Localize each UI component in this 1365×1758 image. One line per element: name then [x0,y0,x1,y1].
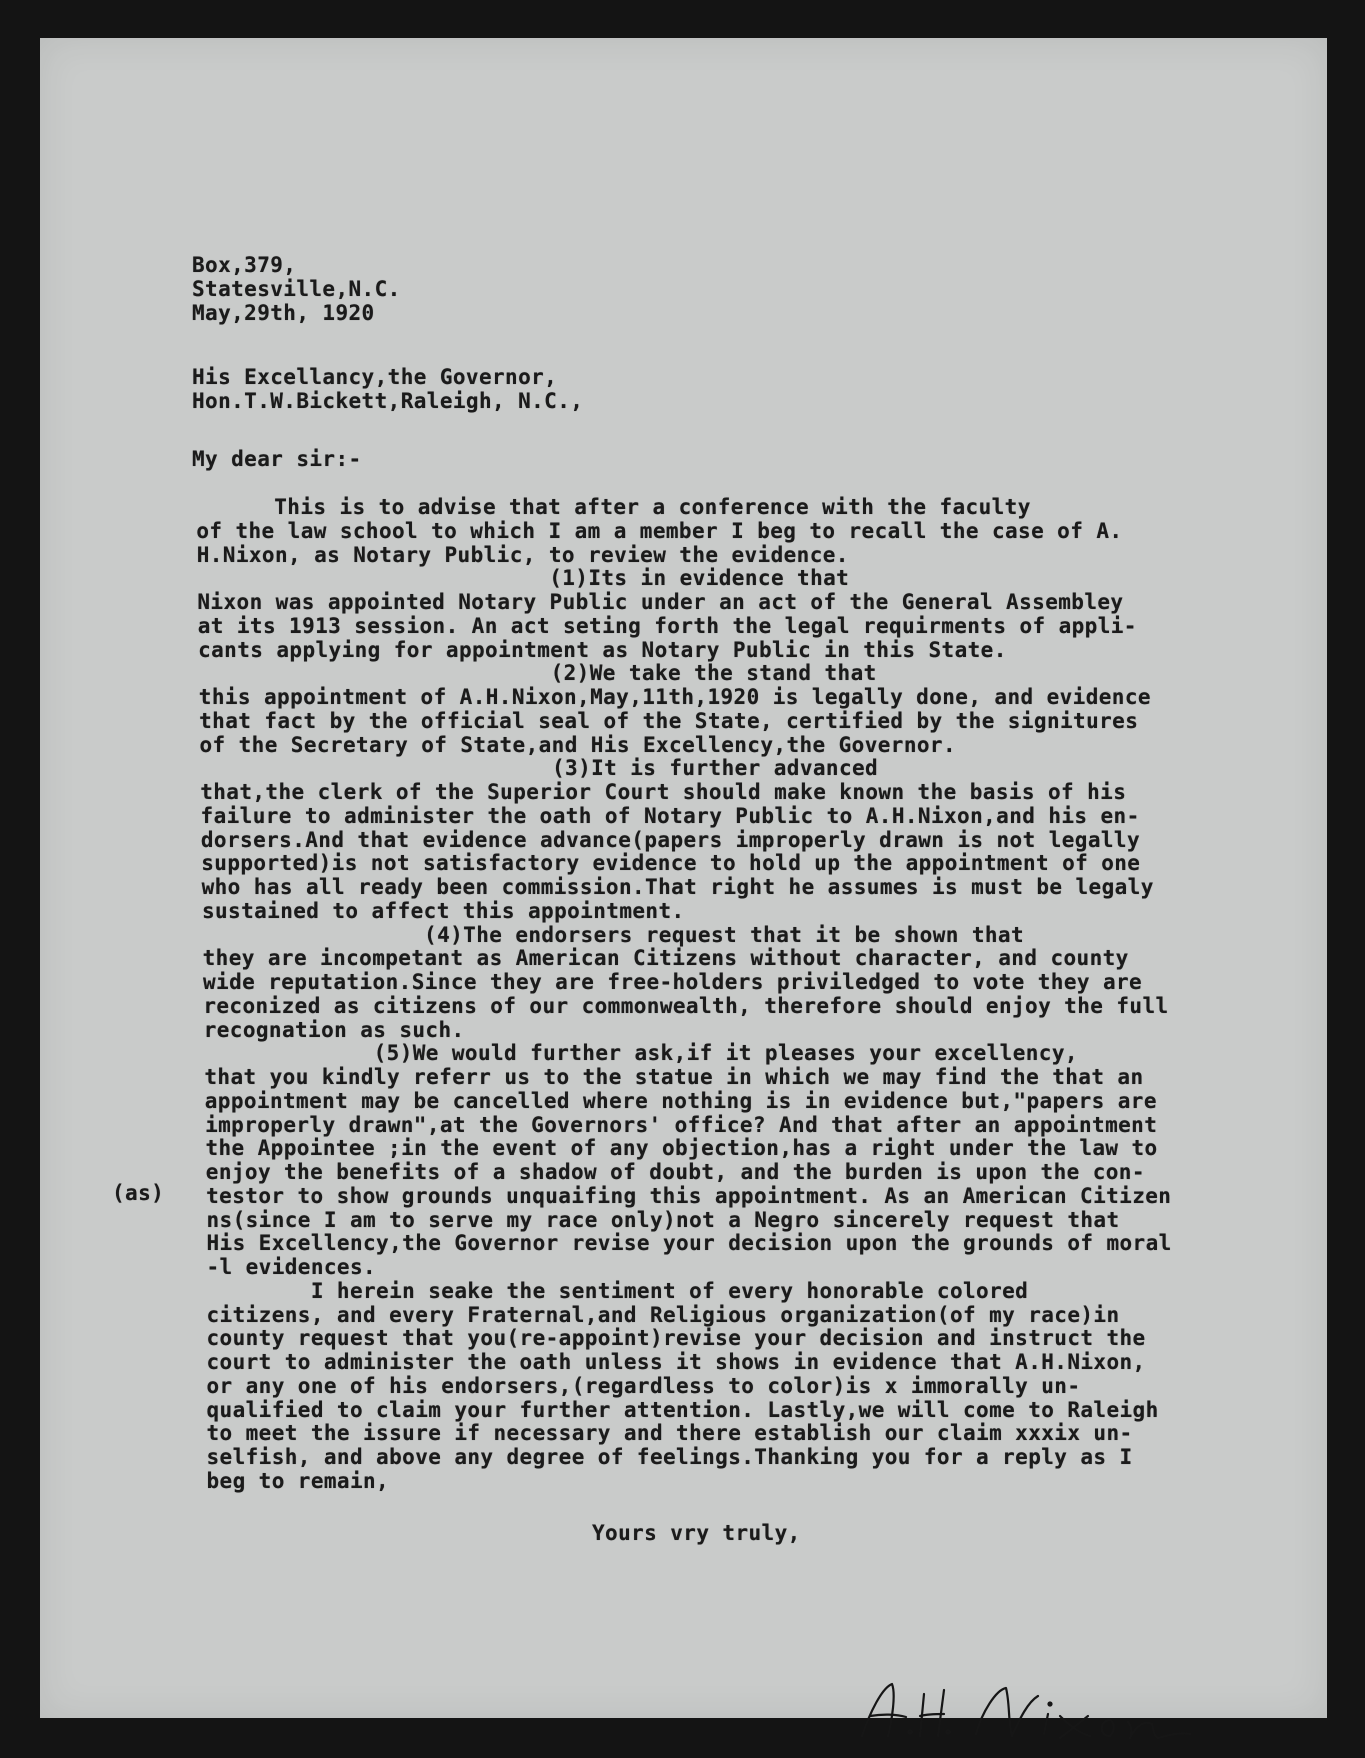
body-line: that fact by the official seal of the State, certified by the signitures [199,708,1139,733]
body-line: beg to remain, [206,1468,390,1493]
address-line: Box,379, [192,253,297,277]
body-line: this appointment of A.H.Nixon,May,11th,1920 is legally done, and evidence [198,685,1151,709]
recipient-line: His Excellancy,the Governor, [192,365,558,389]
body-line: qualified to claim your further attention. Lastly,we will come to Raleigh [206,1397,1159,1422]
body-line: (4)The endorsers request that it be shown that [202,922,1025,947]
body-line: -l evidences. [206,1255,377,1279]
margin-note: (as) [112,1181,165,1205]
body-line: county request that you(re-appoint)revise your decision and instruct the [206,1326,1146,1351]
body-line: ns(since I am to serve my race only)not a Negro sincerely request that [206,1207,1120,1232]
closing: Yours vry truly, [592,1521,801,1545]
body-line: (2)We take the stand that [198,661,877,686]
body-line: the Appointee ;in the event of any objection,has a right under the law to [205,1136,1158,1161]
body-line: that you kindly referr us to the statue in which we may find the that an [204,1065,1144,1089]
body-line: reconized as citizens of our commonwealth, therefore should enjoy the full [203,993,1169,1018]
body-line: Nixon was appointed Notary Public under an act of the General Assembley [197,590,1124,614]
body-line: recognation as such. [203,1017,465,1042]
body-line: court to administer the oath unless it shows in evidence that A.H.Nixon, [206,1350,1146,1374]
body-line: testor to show grounds unquaifing this appointment. As an American Citizen [206,1183,1172,1208]
address-line: May,29th, 1920 [192,301,375,325]
recipient-line: Hon.T.W.Bickett,Raleigh, N.C., [192,389,584,413]
body-line: selfish, and above any degree of feelings.Thanking you for a reply as I [206,1445,1133,1469]
body-line: improperly drawn",at the Governors' office? And that after an appointment [205,1112,1158,1137]
body-line: enjoy the benefits of a shadow of doubt, and the burden is upon the con- [205,1160,1145,1184]
body-line: of the law school to which I am a member I beg to recall the case of A. [196,518,1123,543]
body-line: This is to advise that after a conference with the faculty [196,495,1031,519]
body-line: that,the clerk of the Superior Court should make known the basis of his [200,780,1127,804]
body-line: sustained to affect this appointment. [201,898,685,923]
body-line: of the Secretary of State,and His Excellency,the Governor. [199,732,956,757]
body-line: (5)We would further ask,if it pleases your excellency, [204,1041,1078,1066]
body-line: citizens, and every Fraternal,and Religious organization(of my race)in [206,1302,1120,1327]
body-line: who has all ready been commission.That right he assumes is must be legaly [201,875,1154,899]
salutation: My dear sir:- [192,447,362,471]
body-line: failure to administer the oath of Notary Public to A.H.Nixon,and his en- [200,803,1140,828]
body-line: cants applying for appointment as Notary Public in this State. [198,637,1007,662]
body-line: supported)is not satisfactory evidence to hold up the appointment of one [201,851,1141,876]
body-line: to meet the issure if necessary and there establish our claim xxxix un- [206,1421,1133,1446]
body-line: (1)Its in evidence that [197,566,850,591]
handwritten-signature [848,1674,1208,1754]
address-line: Statesville,N.C. [192,277,401,301]
letter-page [40,38,1327,1718]
body-line: H.Nixon, as Notary Public, to review the evidence. [196,542,849,567]
body-line: they are incompetant as American Citizens without character, and county [202,946,1129,971]
body-line: His Excellency,the Governor revise your decision upon the grounds of moral [206,1231,1172,1256]
body-line: (3)It is further advanced [199,756,879,781]
body-line: at its 1913 session. An act seting forth the legal requirments of appli- [197,613,1137,638]
body-line: dorsers.And that evidence advance(papers improperly drawn is not legally [200,827,1140,852]
body-line: appointment may be cancelled where nothing is in evidence but,"papers are [204,1088,1157,1113]
body-line: wide reputation.Since they are free-holders priviledged to vote they are [203,970,1143,994]
body-line: I herein seake the sentiment of every honorable colored [206,1278,1029,1303]
body-line: or any one of his endorsers,(regardless to color)is x immorally un- [206,1373,1081,1398]
